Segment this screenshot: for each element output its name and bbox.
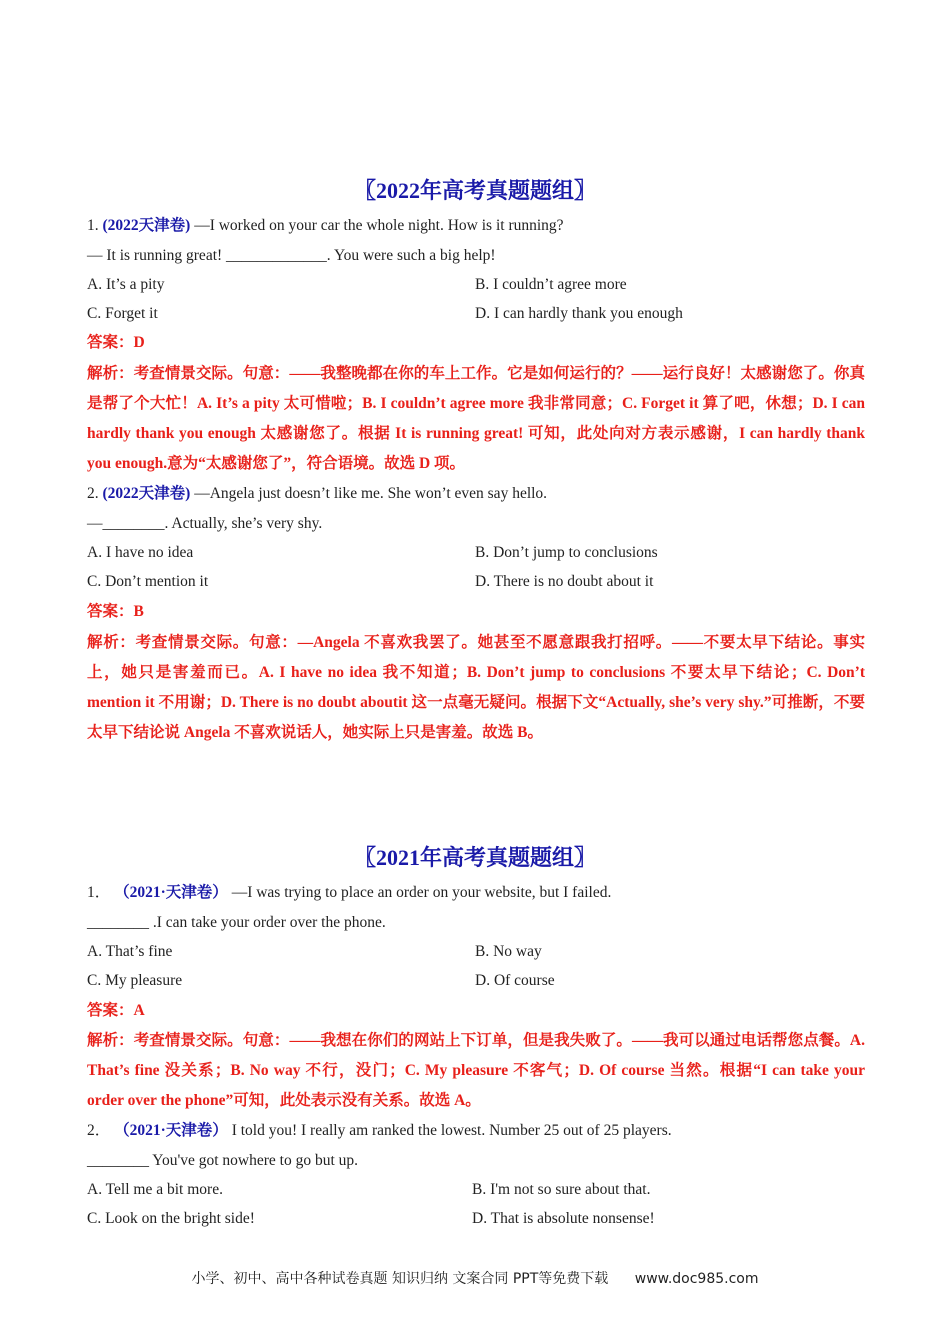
q1-2021-answer: 答案：A — [87, 1002, 145, 1019]
question-stem: —Angela just doesn’t like me. She won’t even say hello. — [194, 485, 548, 502]
q1-2022-stem2: — It is running great! _____________. You were such a big help! — [87, 247, 496, 264]
question-source: (2022天津卷) — [102, 217, 191, 234]
q2-2021-option-c: C. Look on the bright side! — [87, 1210, 255, 1227]
q2-2022-analysis: 解析：考查情景交际。句意：—Angela 不喜欢我罢了。她甚至不愿意跟我打招呼。——不要太早下结论。事实上，她只是害羞而已。A. I have no idea 我不知道；B. Don’t jump to conclusions 不要太早下结论；C. Don’t mention it 不用谢；D. There is no doubt aboutit 这一点毫无疑问。根据下文“Actually, she’s very shy.”可推断，不要太早下结论说 Angela 不喜欢说话人，她实际上只是害羞。故选 B。 — [87, 634, 865, 741]
q1-2022-option-c: C. Forget it — [87, 305, 158, 322]
q1-2021-stem1 — [87, 883, 867, 903]
question-source: （2021·天津卷） — [114, 1122, 228, 1139]
q2-2021-option-d: D. That is absolute nonsense! — [472, 1210, 655, 1227]
question-stem: I told you! I really am ranked the lowest. Number 25 out of 25 players. — [231, 1122, 672, 1139]
question-source: (2022天津卷) — [102, 485, 191, 502]
q1-2022-option-a: A. It’s a pity — [87, 276, 165, 293]
q2-2021-option-a: A. Tell me a bit more. — [87, 1181, 223, 1198]
question-source: （2021·天津卷） — [114, 884, 228, 901]
footer-text: 小学、初中、高中各种试卷真题 知识归纳 文案合同 PPT等免费下载 — [191, 1271, 609, 1287]
q2-2022-option-b: B. Don’t jump to conclusions — [475, 544, 658, 561]
q1-2022-option-b: B. I couldn’t agree more — [475, 276, 627, 293]
q2-2022-option-c: C. Don’t mention it — [87, 573, 209, 590]
q2-2022-option-a: A. I have no idea — [87, 544, 194, 561]
q1-2022-option-d: D. I can hardly thank you enough — [475, 305, 683, 322]
q1-2022-stem1 — [87, 216, 867, 236]
q2-2022-option-d: D. There is no doubt about it — [475, 573, 654, 590]
section-title-2022: 〖2022年高考真题题组〗 — [353, 178, 596, 203]
question-number: 2. — [87, 485, 99, 502]
q1-2021-stem2: ________ .I can take your order over the phone. — [87, 914, 386, 931]
q2-2022-answer: 答案：B — [87, 603, 144, 620]
footer-url[interactable]: www.doc985.com — [634, 1271, 759, 1287]
q2-2021-stem1 — [87, 1121, 867, 1141]
q1-2022-analysis: 解析：考查情景交际。句意：——我整晚都在你的车上工作。它是如何运行的？——运行良好！太感谢您了。你真是帮了个大忙！A. It’s a pity 太可惜啦；B. I couldn’t agree more 我非常同意；C. Forget it 算了吧，休想；D. I can hardly thank you enough 太感谢您了。根据 It is running great! 可知，此处向对方表示感谢，I can hardly thank you enough.意为“太感谢您了”，符合语境。故选 D 项。 — [87, 365, 865, 472]
q1-2021-analysis: 解析：考查情景交际。句意：——我想在你们的网站上下订单，但是我失败了。——我可以通过电话帮您点餐。A. That’s fine 没关系；B. No way 不行，没门；C. My pleasure 不客气；D. Of course 当然。根据“I can take your order over the phone”可知，此处表示没有关系。故选 A。 — [87, 1032, 865, 1109]
page-footer — [0, 1268, 950, 1288]
q1-2021-option-d: D. Of course — [475, 972, 555, 989]
q1-2021-option-b: B. No way — [475, 943, 542, 960]
q1-2021-option-a: A. That’s fine — [87, 943, 173, 960]
question-number: 1. — [87, 217, 99, 234]
q2-2021-option-b: B. I'm not so sure about that. — [472, 1181, 651, 1198]
q2-2022-stem2: —________. Actually, she’s very shy. — [87, 515, 323, 532]
question-number: 2． — [87, 1122, 111, 1139]
question-number: 1． — [87, 884, 111, 901]
q1-2022-answer: 答案：D — [87, 334, 145, 351]
section-title-2021: 〖2021年高考真题题组〗 — [353, 845, 596, 870]
q1-2021-option-c: C. My pleasure — [87, 972, 183, 989]
question-stem: —I worked on your car the whole night. How is it running? — [194, 217, 564, 234]
q2-2021-stem2: ________ You've got nowhere to go but up. — [87, 1152, 359, 1169]
q2-2022-stem1 — [87, 484, 867, 504]
question-stem: —I was trying to place an order on your website, but I failed. — [231, 884, 612, 901]
